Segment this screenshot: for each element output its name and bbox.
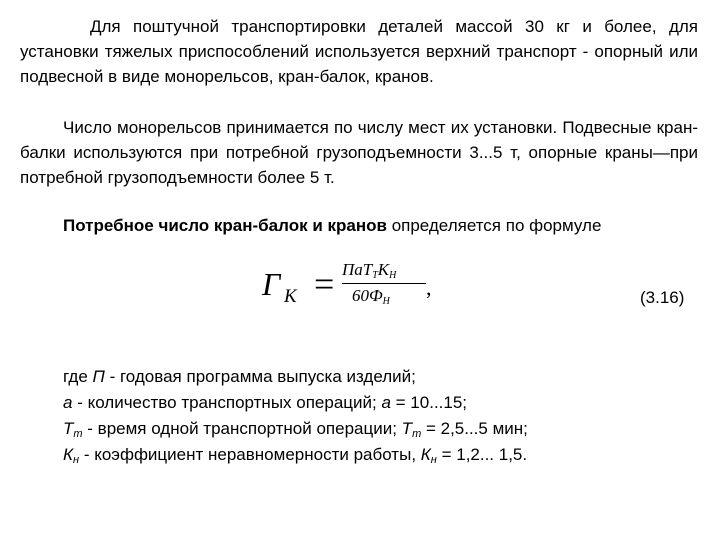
- symbol-a-value: а: [381, 393, 391, 412]
- definition-t: [63, 416, 703, 442]
- definition-k: [63, 442, 703, 468]
- definition-k-range: = 1,2... 1,5.: [436, 445, 528, 464]
- formula-lhs: Г: [262, 266, 281, 302]
- paragraph-overhead-transport: Для поштучной транспортировки деталей массой 30 кг и более, для установки тяжелых приспособлений используется верхний транспорт - опорный или подвесной в виде монорельсов, кран-балок, кранов.: [20, 17, 698, 86]
- numerator-k-sub: Н: [389, 270, 397, 281]
- symbol-t-letter: Т: [63, 419, 74, 438]
- definition-a-text: - количество транспортных операций;: [72, 393, 382, 412]
- formula-intro-rest: определяется по формуле: [386, 216, 602, 235]
- numerator-t-sub: Т: [372, 270, 378, 281]
- symbol-t-value: [402, 419, 422, 438]
- definition-a-range: = 10...15;: [390, 393, 468, 412]
- formula-denominator: [352, 286, 390, 312]
- symbol-k-value: [421, 445, 437, 464]
- fraction-bar: [342, 283, 426, 284]
- denominator-main: 60Ф: [352, 286, 383, 305]
- formula-equals: =: [314, 264, 335, 304]
- equation-number: (3.16): [640, 288, 685, 307]
- paragraph-monorails: Число монорельсов принимается по числу мест их установки. Подвесные кран-балки используются при потребной грузоподъемности 3...5 т, опорные краны—при потребной грузоподъемности более 5 т.: [20, 118, 698, 187]
- formula-intro-bold: Потребное число кран-балок и кранов: [63, 216, 387, 235]
- symbol-t-subscript: т: [73, 428, 83, 440]
- formula-lhs-subscript: К: [284, 286, 297, 307]
- definition-p: [63, 364, 703, 390]
- denominator-sub: Н: [382, 296, 390, 307]
- symbol-t-value-letter: Т: [401, 419, 413, 438]
- symbol-k: [63, 445, 79, 464]
- symbol-a: а: [63, 393, 73, 412]
- variable-definitions: [63, 364, 703, 468]
- formula-3-16: [262, 258, 442, 318]
- formula-comma: ,: [426, 275, 432, 300]
- paragraph-formula-intro: [20, 213, 698, 238]
- symbol-k-value-subscript: н: [430, 454, 437, 466]
- symbol-t: [63, 419, 83, 438]
- symbol-k-value-letter: К: [420, 445, 431, 464]
- definition-a: [63, 390, 703, 416]
- definition-t-text: - время одной транспортной операции;: [82, 419, 402, 438]
- symbol-t-value-subscript: т: [412, 428, 422, 440]
- symbol-p: П: [92, 367, 105, 386]
- numerator-pa: ПаТ: [342, 260, 373, 279]
- definition-prefix: где: [63, 367, 93, 386]
- symbol-k-letter: К: [63, 445, 74, 464]
- numerator-k: К: [377, 260, 390, 279]
- definition-k-text: - коэффициент неравномерности работы,: [79, 445, 421, 464]
- definition-p-text: - годовая программа выпуска изделий;: [104, 367, 416, 386]
- symbol-k-subscript: н: [73, 454, 80, 466]
- definition-t-range: = 2,5...5 мин;: [421, 419, 528, 438]
